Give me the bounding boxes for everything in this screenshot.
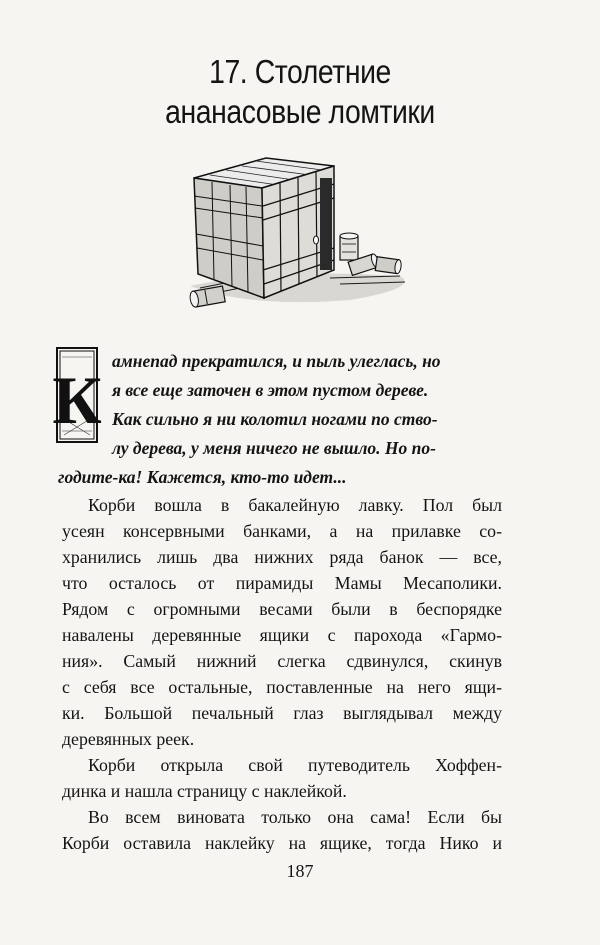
- text-line: Корби оставила наклейку на ящике, тогда Нико и: [62, 833, 502, 853]
- text-line: ки. Большой печальный глаз выглядывал между: [62, 703, 502, 723]
- intro-line: лу дерева, у меня ничего не вышло. Но по-: [112, 438, 436, 458]
- text-line: навалены деревянные ящики с парохода «Гармо-: [62, 625, 502, 645]
- text-line: динка и нашла страницу с наклейкой.: [62, 781, 347, 801]
- paragraph-3: [62, 804, 502, 856]
- intro-line: годите-ка! Кажется, кто-то идет...: [58, 467, 347, 487]
- text-line: хранились лишь два нижних ряда банок — все,: [62, 547, 502, 567]
- text-line: что осталось от пирамиды Мамы Месаполики.: [62, 573, 502, 593]
- text-line: с себя все остальные, поставленные на него ящи-: [62, 677, 502, 697]
- intro-line: я все еще заточен в этом пустом дереве.: [112, 380, 429, 400]
- body-text: [62, 492, 502, 856]
- intro-line: Как сильно я ни колотил ногами по ство-: [112, 409, 438, 429]
- text-line: деревянных реек.: [62, 729, 195, 749]
- text-line: Во всем виновата только она сама! Если бы: [88, 807, 502, 827]
- text-line: Корби вошла в бакалейную лавку. Пол был: [88, 495, 502, 515]
- text-line: усеян консервными банками, а на прилавке со-: [62, 521, 502, 541]
- drop-cap-letter: К: [52, 362, 102, 438]
- chapter-title: [42, 52, 558, 132]
- paragraph-2: [62, 752, 502, 804]
- chapter-title-line-1: 17. Столетние: [209, 53, 391, 90]
- intro-line: амнепад прекратился, и пыль улеглась, но: [112, 351, 441, 371]
- text-line: Корби открыла свой путеводитель Хоффен-: [88, 755, 502, 775]
- text-line: ния». Самый нижний слегка сдвинулся, скинув: [62, 651, 502, 671]
- crate-illustration: [150, 148, 440, 308]
- intro-paragraph: [58, 347, 506, 492]
- text-line: Рядом с огромными весами были в беспорядке: [62, 599, 502, 619]
- paragraph-1: [62, 492, 502, 752]
- chapter-title-line-2: ананасовые ломтики: [165, 93, 435, 130]
- page-number: 187: [286, 861, 314, 881]
